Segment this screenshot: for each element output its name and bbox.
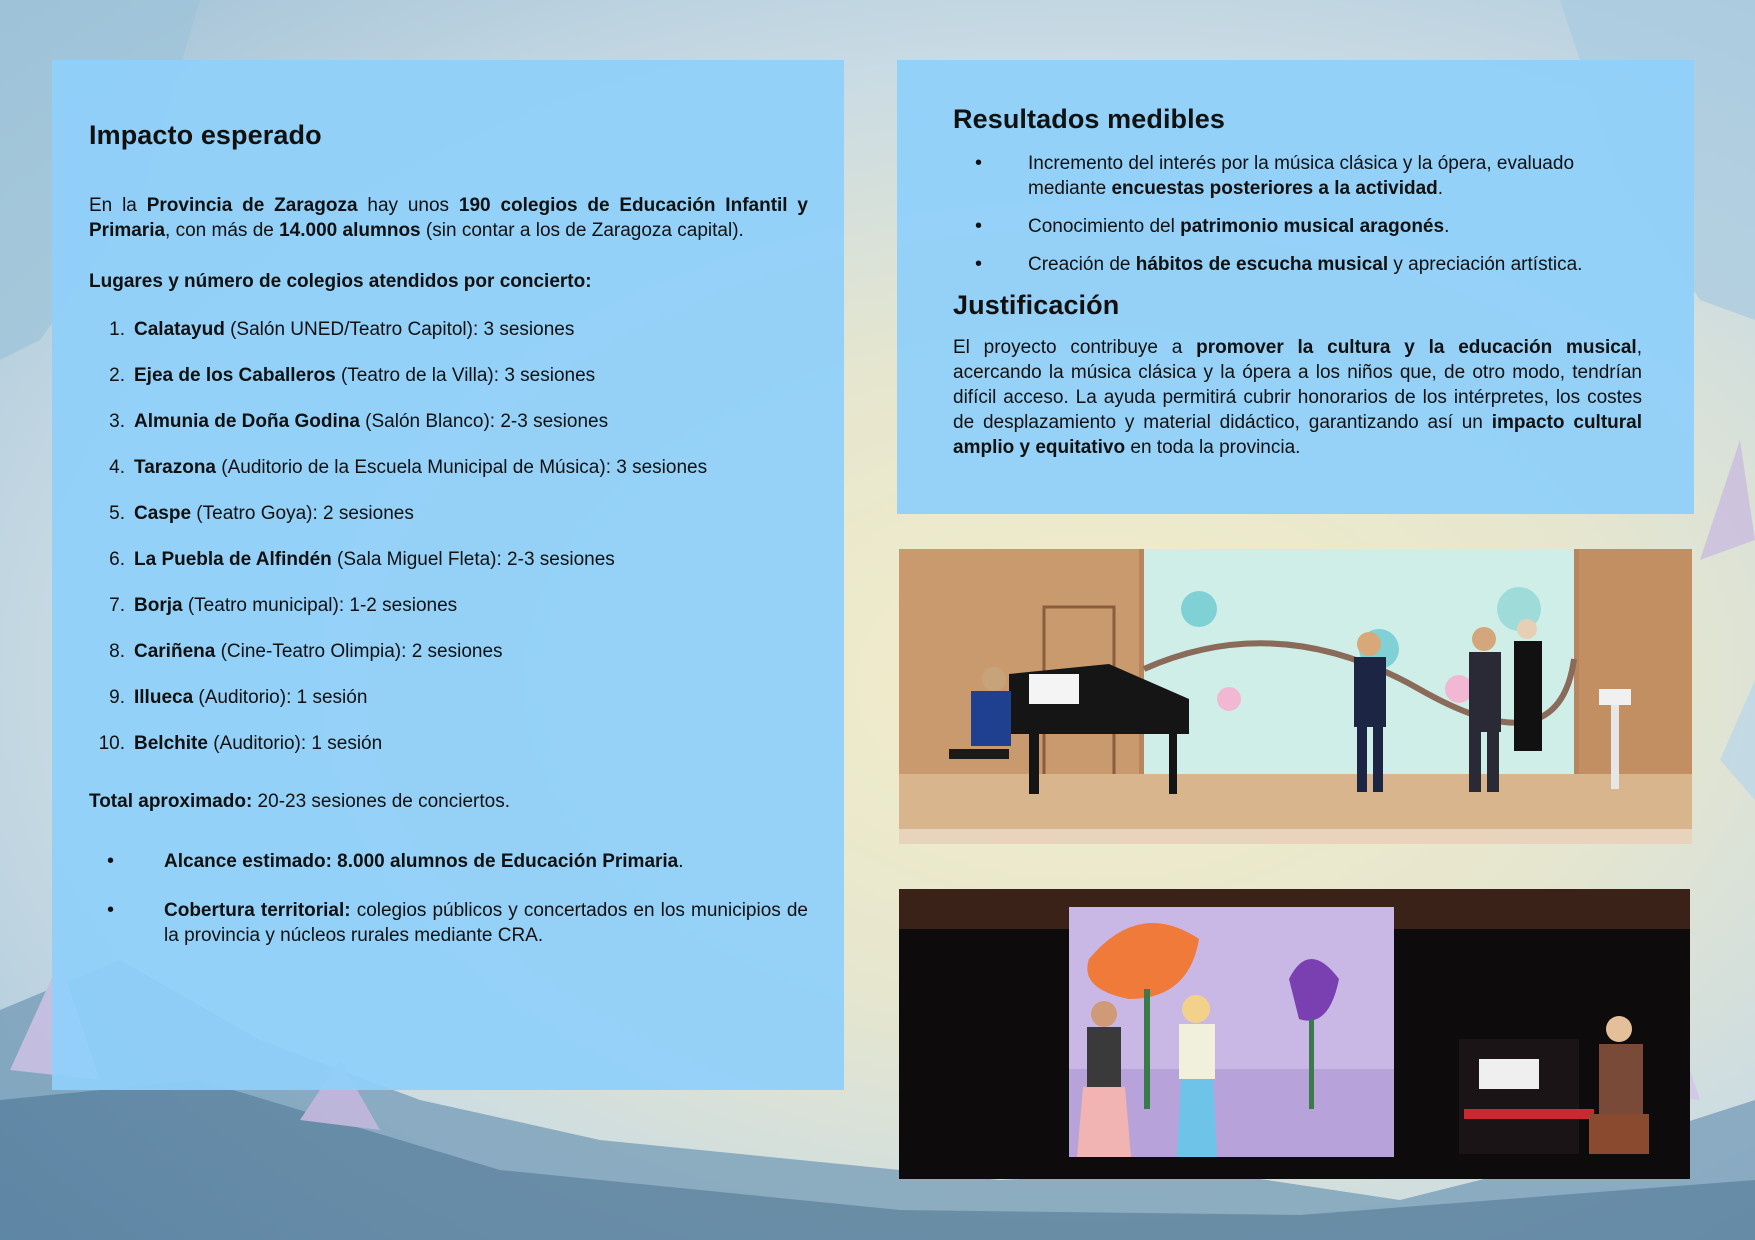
list-number: 8. xyxy=(109,641,125,662)
intro-text: , con más de xyxy=(165,220,280,241)
results-title: Resultados medibles xyxy=(953,104,1225,134)
place-detail: (Auditorio de la Escuela Municipal de Música): 3 sesiones xyxy=(216,457,708,478)
list-item xyxy=(89,547,808,593)
result-plain: y apreciación artística. xyxy=(1388,254,1583,275)
list-number: 5. xyxy=(109,503,125,524)
places-heading: Lugares y número de colegios atendidos por concierto: xyxy=(89,271,592,292)
concert-photo-1 xyxy=(899,549,1692,844)
place-name: Caspe xyxy=(134,503,192,524)
result-text xyxy=(1028,214,1642,239)
list-number: 10. xyxy=(98,733,125,754)
place-detail: (Teatro de la Villa): 3 sesiones xyxy=(335,365,596,386)
result-plain: . xyxy=(1444,216,1450,237)
place-text xyxy=(134,455,707,501)
justification-paragraph xyxy=(953,335,1642,460)
place-name: Calatayud xyxy=(134,319,225,340)
list-item xyxy=(89,639,808,685)
result-plain: . xyxy=(1437,178,1444,199)
place-name: Illueca xyxy=(134,687,194,708)
result-bold: hábitos de escucha musical xyxy=(1135,254,1389,275)
total-label: Total aproximado: xyxy=(89,791,253,812)
list-item xyxy=(89,363,808,409)
bullet-rest: . xyxy=(678,851,684,872)
place-detail: (Salón UNED/Teatro Capitol): 3 sesiones xyxy=(224,319,575,340)
place-name: Belchite xyxy=(134,733,208,754)
place-text xyxy=(134,363,595,409)
justification-title: Justificación xyxy=(953,290,1120,320)
intro-text: En la xyxy=(89,195,147,216)
list-number: 4. xyxy=(109,457,125,478)
bullet-icon: • xyxy=(975,215,983,237)
result-plain: Incremento del interés por la música clásica y la ópera, evaluado mediante xyxy=(1028,153,1575,199)
intro-text: hay unos xyxy=(357,195,459,216)
list-number: 7. xyxy=(109,595,125,616)
place-detail: (Auditorio): 1 sesión xyxy=(193,687,368,708)
place-text xyxy=(134,317,574,363)
list-item xyxy=(953,214,1642,239)
place-name: Cariñena xyxy=(134,641,216,662)
list-number: 2. xyxy=(109,365,125,386)
result-plain: Conocimiento del xyxy=(1028,216,1181,237)
place-detail: (Sala Miguel Fleta): 2-3 sesiones xyxy=(331,549,615,570)
bullet-icon: • xyxy=(107,899,115,921)
places-list xyxy=(89,317,808,777)
intro-bold: Provincia de Zaragoza xyxy=(146,195,358,216)
bullet-text xyxy=(164,849,808,874)
just-text: El proyecto contribuye a xyxy=(953,337,1197,358)
intro-bold: 14.000 alumnos xyxy=(279,220,421,241)
intro-paragraph xyxy=(89,193,808,243)
total-sessions xyxy=(89,791,808,813)
results-list xyxy=(953,151,1642,277)
place-text xyxy=(134,685,367,731)
total-value: 20-23 sesiones de conciertos. xyxy=(252,791,510,812)
bullet-text xyxy=(164,898,808,948)
place-detail: (Teatro Goya): 2 sesiones xyxy=(191,503,414,524)
place-detail: (Cine-Teatro Olimpia): 2 sesiones xyxy=(215,641,503,662)
bullet-bold: Alcance estimado: 8.000 alumnos de Educación Primaria xyxy=(164,851,679,872)
bullet-icon: • xyxy=(975,152,983,174)
result-text xyxy=(1028,252,1642,277)
place-text xyxy=(134,547,615,593)
place-name: Ejea de los Caballeros xyxy=(134,365,336,386)
result-plain: Creación de xyxy=(1028,254,1136,275)
list-number: 3. xyxy=(109,411,125,432)
place-name: Almunia de Doña Godina xyxy=(134,411,360,432)
just-bold: promover la cultura y la educación musical xyxy=(1196,337,1637,358)
reach-list xyxy=(89,849,808,948)
list-number: 6. xyxy=(109,549,125,570)
list-item xyxy=(89,455,808,501)
place-detail: (Salón Blanco): 2-3 sesiones xyxy=(359,411,609,432)
bullet-icon: • xyxy=(975,253,983,275)
list-number: 9. xyxy=(109,687,125,708)
place-detail: (Auditorio): 1 sesión xyxy=(207,733,383,754)
place-text xyxy=(134,409,608,455)
list-item xyxy=(89,409,808,455)
list-item xyxy=(89,317,808,363)
just-text: en toda la provincia. xyxy=(1125,437,1301,458)
list-item xyxy=(89,731,808,777)
place-name: Borja xyxy=(134,595,183,616)
right-panel xyxy=(897,60,1694,514)
list-item xyxy=(89,898,808,948)
place-text xyxy=(134,593,457,639)
place-text xyxy=(134,639,503,685)
bullet-rest: colegios públicos y concertados en los municipios de la provincia y núcleos rurales mediante CRA. xyxy=(164,900,808,946)
list-item xyxy=(89,593,808,639)
list-item xyxy=(89,849,808,874)
place-text xyxy=(134,731,382,777)
list-item xyxy=(89,685,808,731)
place-name: La Puebla de Alfindén xyxy=(134,549,332,570)
result-bold: patrimonio musical aragonés xyxy=(1180,216,1445,237)
result-bold: encuestas posteriores a la actividad xyxy=(1111,178,1438,199)
left-panel xyxy=(52,60,844,1090)
just-bold: impacto cultural amplio y equitativo xyxy=(953,412,1643,458)
bullet-icon: • xyxy=(107,850,115,872)
result-text xyxy=(1028,151,1642,201)
place-name: Tarazona xyxy=(134,457,217,478)
intro-bold: 190 colegios de Educación Infantil y Primaria xyxy=(89,195,808,241)
concert-photo-2 xyxy=(899,889,1690,1179)
list-item xyxy=(953,252,1642,277)
list-item xyxy=(89,501,808,547)
place-detail: (Teatro municipal): 1-2 sesiones xyxy=(182,595,458,616)
impact-title: Impacto esperado xyxy=(89,120,322,150)
place-text xyxy=(134,501,414,547)
just-text: , acercando la música clásica y la ópera a los niños que, de otro modo, tendrían difícil acceso. La ayuda permitirá cubrir honorarios de los intérpretes, los costes de desplazamiento y material didáctico, garantizando así un xyxy=(953,337,1642,433)
bullet-bold: Cobertura territorial: xyxy=(164,900,351,921)
list-number: 1. xyxy=(109,319,125,340)
intro-text: (sin contar a los de Zaragoza capital). xyxy=(420,220,744,241)
list-item xyxy=(953,151,1642,201)
